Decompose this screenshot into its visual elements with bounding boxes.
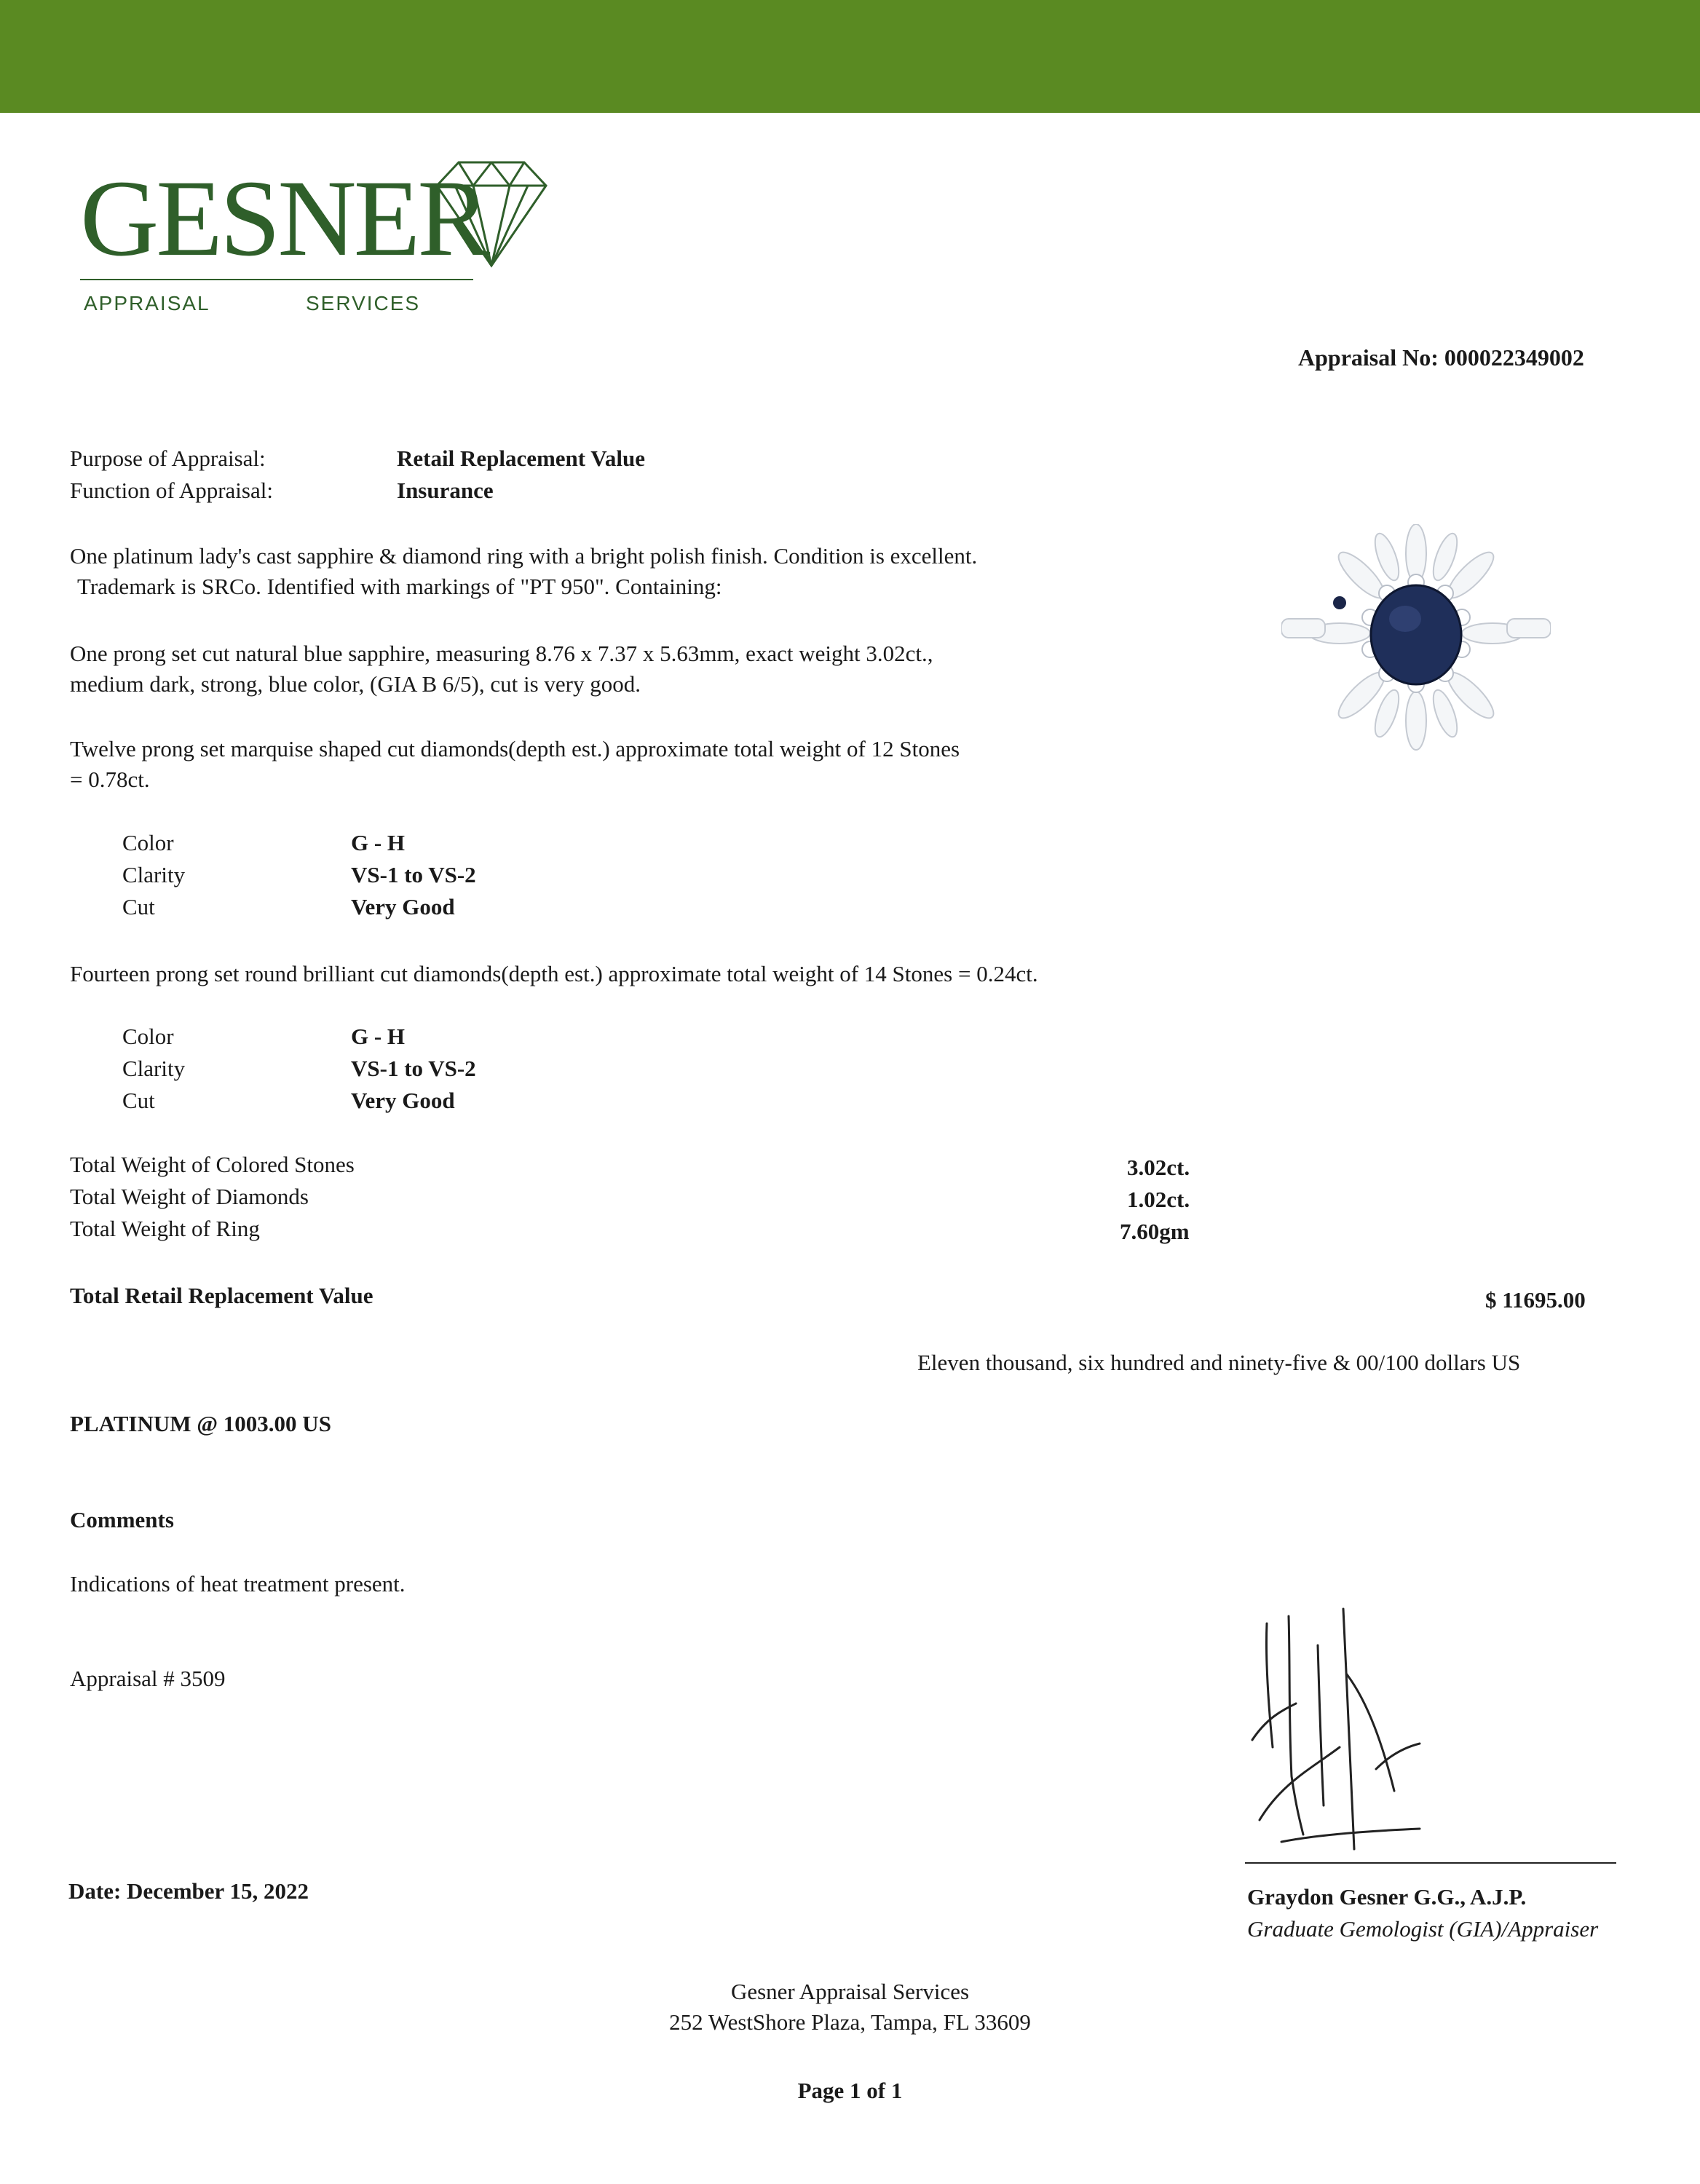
marquise-clarity-label: Clarity [122, 862, 186, 887]
purpose-value: Retail Replacement Value [397, 446, 645, 471]
description-line-2: Trademark is SRCo. Identified with markings of "PT 950". Containing: [77, 574, 722, 599]
appraisal-reference: Appraisal # 3509 [70, 1666, 226, 1691]
round-diamonds-line: Fourteen prong set round brilliant cut diamonds(depth est.) approximate total weight of 14 Stones = 0.24ct. [70, 961, 1038, 986]
diamond-logo-icon [422, 157, 561, 273]
round-color-value: G - H [351, 1024, 406, 1049]
appraisal-date: Date: December 15, 2022 [68, 1878, 309, 1904]
total-ring-value: 7.60gm [1120, 1219, 1190, 1244]
function-label: Function of Appraisal: [70, 478, 273, 503]
total-value-label: Total Retail Replacement Value [70, 1283, 373, 1308]
logo-underline [80, 279, 473, 280]
total-diamonds-value: 1.02ct. [1127, 1187, 1190, 1212]
description-line-1: One platinum lady's cast sapphire & diamond ring with a bright polish finish. Condition is excellent. [70, 543, 978, 569]
page-number: Page 1 of 1 [797, 2078, 903, 2103]
total-diamonds-label: Total Weight of Diamonds [70, 1184, 309, 1209]
company-logo [80, 149, 590, 331]
purpose-label: Purpose of Appraisal: [70, 446, 266, 471]
round-clarity-value: VS-1 to VS-2 [351, 1056, 476, 1081]
comments-heading: Comments [70, 1507, 174, 1532]
total-ring-label: Total Weight of Ring [70, 1216, 260, 1241]
marquise-cut-label: Cut [122, 894, 155, 919]
top-color-bar [0, 0, 1700, 113]
comments-text: Indications of heat treatment present. [70, 1571, 406, 1597]
marquise-cut-value: Very Good [351, 894, 455, 919]
marquise-line-2: = 0.78ct. [70, 767, 150, 792]
logo-sub-left: APPRAISAL [84, 292, 210, 314]
platinum-price: PLATINUM @ 1003.00 US [70, 1411, 331, 1436]
marquise-line-1: Twelve prong set marquise shaped cut diamonds(depth est.) approximate total weight of 12 Stones [70, 736, 960, 761]
marquise-color-value: G - H [351, 830, 406, 855]
appraiser-name: Graydon Gesner G.G., A.J.P. [1247, 1884, 1527, 1910]
function-value: Insurance [397, 478, 494, 503]
total-colored-value: 3.02ct. [1127, 1155, 1190, 1180]
round-cut-label: Cut [122, 1088, 155, 1113]
round-color-label: Color [122, 1024, 174, 1049]
appraisal-number: Appraisal No: 000022349002 [1298, 344, 1584, 371]
sapphire-line-1: One prong set cut natural blue sapphire, measuring 8.76 x 7.37 x 5.63mm, exact weight 3.02ct., [70, 641, 933, 666]
logo-sub-right: SERVICES [306, 292, 421, 314]
marquise-color-label: Color [122, 830, 174, 855]
round-clarity-label: Clarity [122, 1056, 186, 1081]
logo-wordmark: GESNER [80, 158, 488, 279]
total-value-amount: $ 11695.00 [1485, 1287, 1586, 1313]
sapphire-line-2: medium dark, strong, blue color, (GIA B 6/5), cut is very good. [70, 671, 641, 697]
round-cut-value: Very Good [351, 1088, 455, 1113]
footer-company: Gesner Appraisal Services [730, 1979, 970, 2004]
total-colored-label: Total Weight of Colored Stones [70, 1152, 355, 1177]
value-in-words: Eleven thousand, six hundred and ninety-five & 00/100 dollars US [917, 1350, 1521, 1375]
marquise-clarity-value: VS-1 to VS-2 [351, 862, 476, 887]
signature [1238, 1602, 1471, 1871]
ring-photo [1281, 524, 1551, 757]
appraiser-title: Graduate Gemologist (GIA)/Appraiser [1247, 1916, 1599, 1942]
signature-line [1245, 1862, 1616, 1864]
footer-address: 252 WestShore Plaza, Tampa, FL 33609 [669, 2009, 1031, 2035]
